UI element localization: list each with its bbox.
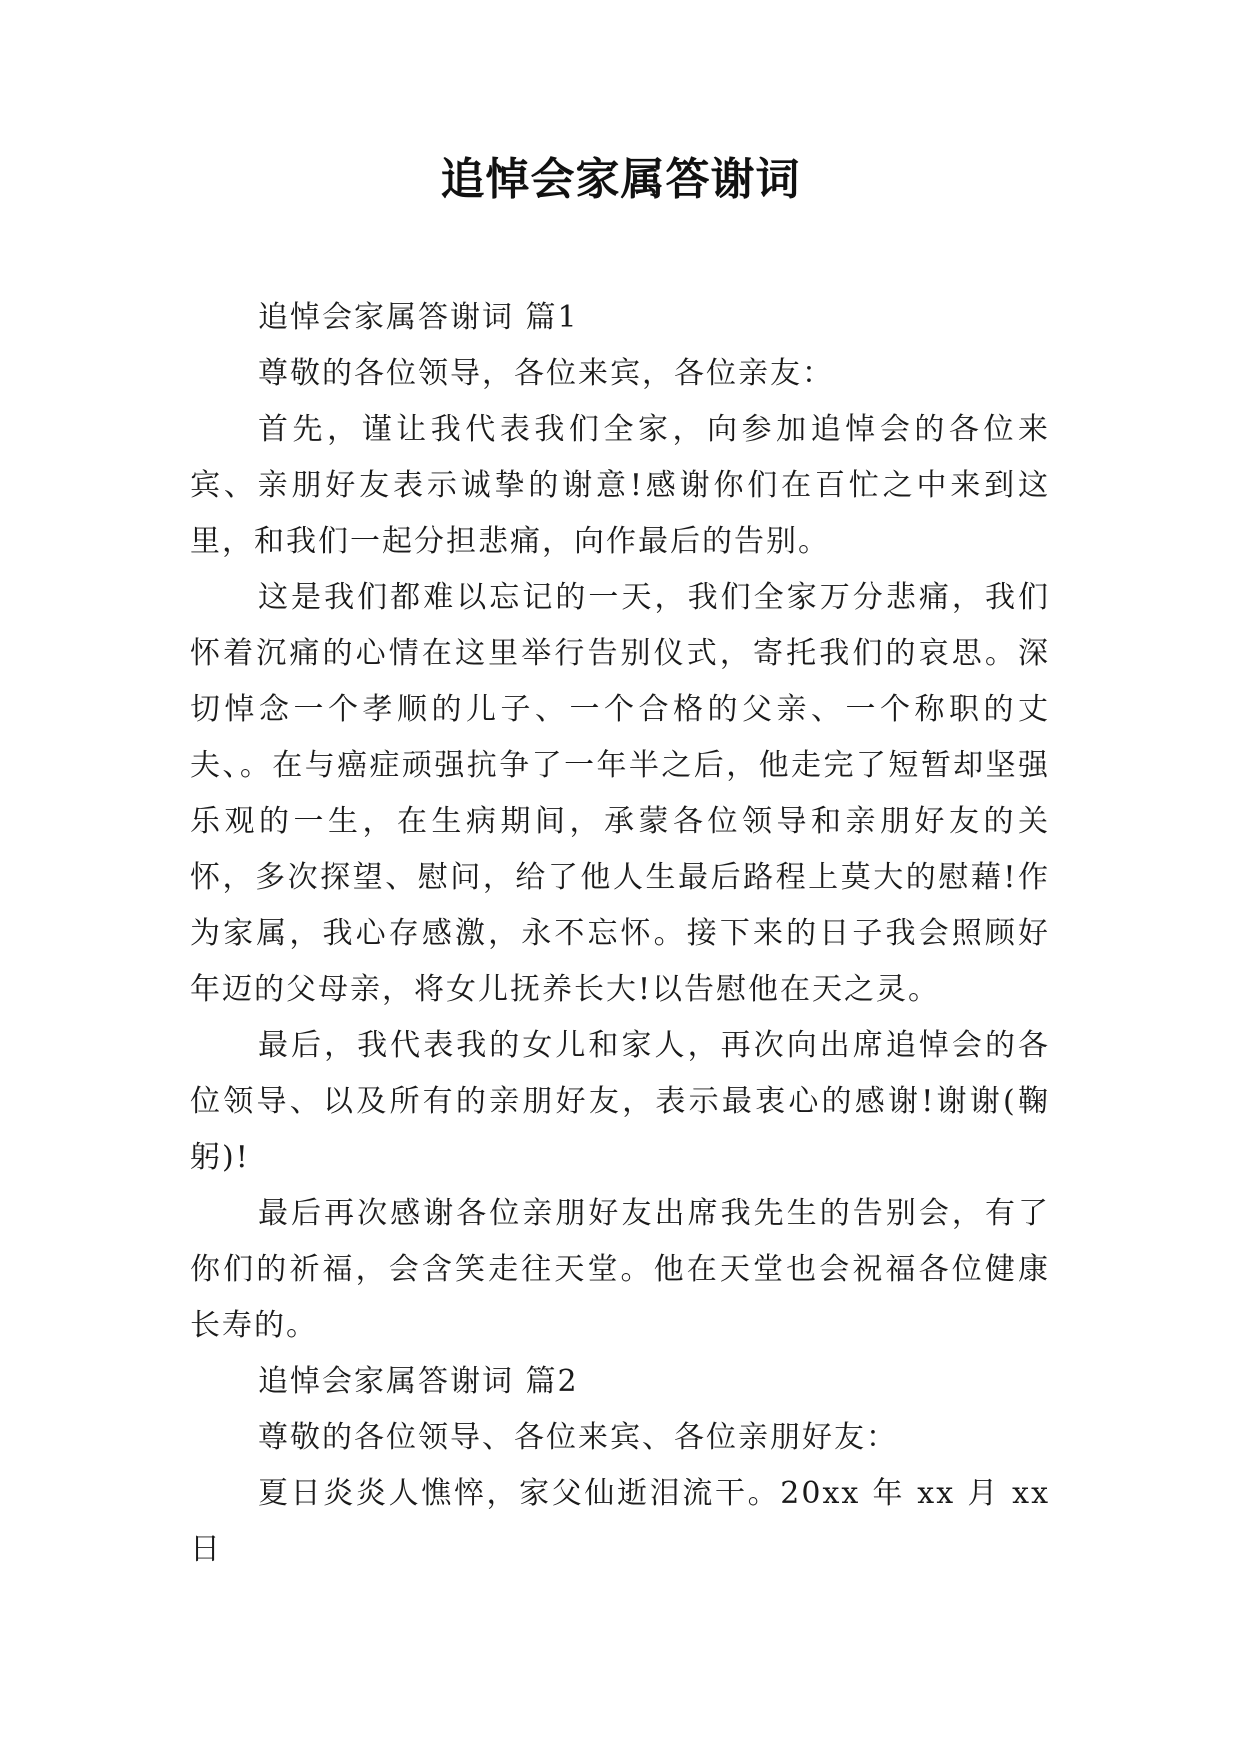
salutation-1: 尊敬的各位领导，各位来宾，各位亲友： (258, 356, 834, 391)
paragraph: 这是我们都难以忘记的一天，我们全家万分悲痛，我们怀着沉痛的心情在这里举行告别仪式，寄托我们的哀思。深切悼念一个孝顺的儿子、一个合格的父亲、一个称职的丈夫、。在与癌症顽强抗争了一年半之后，他走完了短暂却坚强乐观的一生，在生病期间，承蒙各位领导和亲朋好友的关怀，多次探望、慰问，给了他人生最后路程上莫大的慰藉!作为家属，我心存感激，永不忘怀。接下来的日子我会照顾好年迈的父母亲，将女儿抚养长大!以告慰他在天之灵。 (190, 580, 1050, 1007)
paragraph: 最后，我代表我的女儿和家人，再次向出席追悼会的各位领导、以及所有的亲朋好友，表示最衷心的感谢!谢谢(鞠躬)! (190, 1028, 1050, 1175)
salutation-2: 尊敬的各位领导、各位来宾、各位亲朋好友： (258, 1420, 898, 1455)
section-heading-1: 追悼会家属答谢词 篇1 (258, 300, 579, 335)
paragraph: 最后再次感谢各位亲朋好友出席我先生的告别会，有了你们的祈福，会含笑走往天堂。他在天堂也会祝福各位健康长寿的。 (190, 1196, 1050, 1343)
paragraph: 首先，谨让我代表我们全家，向参加追悼会的各位来宾、亲朋好友表示诚挚的谢意!感谢你们在百忙之中来到这里，和我们一起分担悲痛，向作最后的告别。 (190, 412, 1050, 559)
document-title: 追悼会家属答谢词 (440, 154, 801, 205)
paragraph: 夏日炎炎人憔悴，家父仙逝泪流干。20xx 年 xx 月 xx 日 (190, 1476, 1050, 1567)
section-heading-2: 追悼会家属答谢词 篇2 (258, 1364, 579, 1399)
document-body (190, 290, 1050, 1578)
